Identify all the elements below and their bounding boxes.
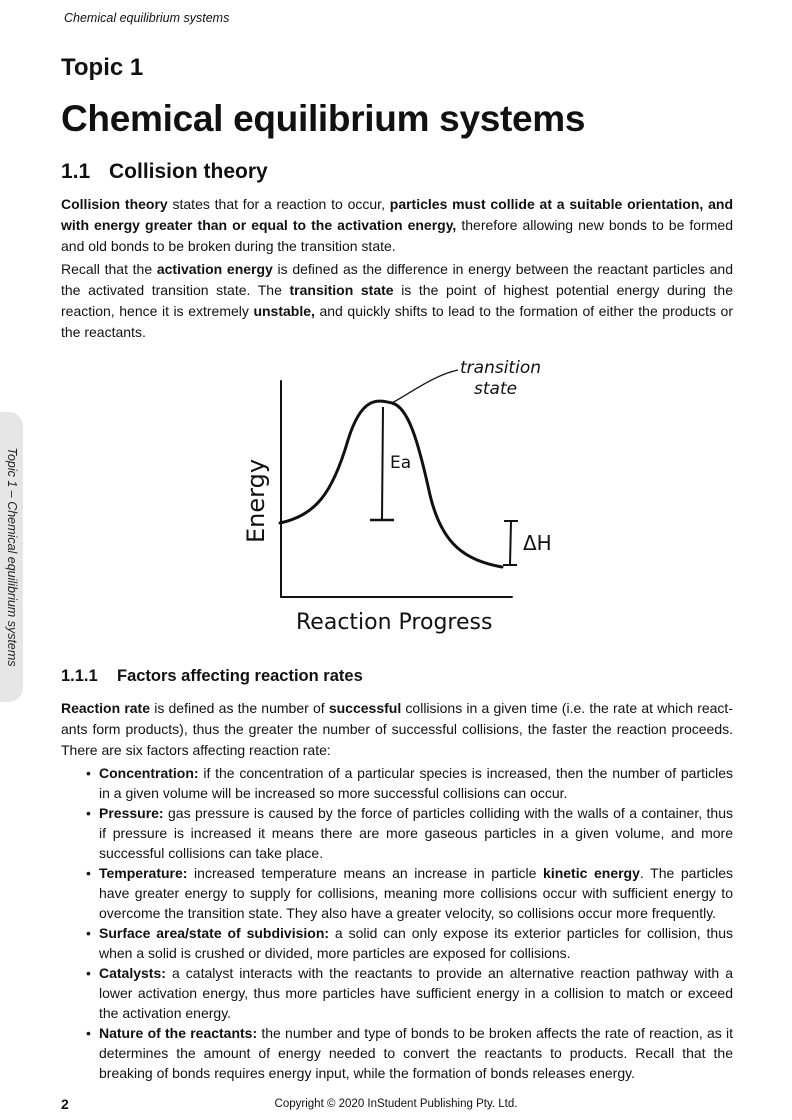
factor-term: Catalysts:	[99, 965, 166, 981]
list-item	[86, 963, 733, 1023]
ea-line	[382, 407, 383, 520]
term-successful: successful	[328, 700, 402, 716]
transition-label-line1: transition	[460, 358, 541, 378]
term-collision-requirement: particles must collide at a suitable orientation, and with energy greater than or equal to the activation energy,	[61, 196, 733, 233]
term-activation-energy: activation energy	[156, 261, 273, 277]
dh-label: ΔH	[523, 531, 552, 555]
page-number: 2	[61, 1096, 69, 1112]
factor-text: gas pressure is caused by the force of particles colliding with the walls of a container, thus if pressure is increased it means there are more gaseous particles in a given volume, and more successful collisions can take place.	[99, 805, 733, 861]
text-run: is defined as the number of	[150, 700, 329, 716]
paragraph-reaction-rate	[61, 698, 733, 761]
subsection-heading	[61, 667, 363, 686]
factors-list	[86, 763, 733, 1083]
subsection-number: 1.1.1	[61, 667, 98, 685]
text-run: is defined as the difference in energy between the reactant particles and the activated transition state. The	[61, 261, 733, 298]
factor-text: the number and type of bonds to be broken affects the rate of reaction, as it determines the amount of energy needed to convert the reactants to products. Recall that the breaking of bonds requires energy input, while the formation of bonds releases energy.	[99, 1025, 733, 1081]
section-title: Collision theory	[109, 160, 268, 183]
dh-bracket	[503, 521, 518, 565]
y-axis-label: Energy	[242, 458, 270, 543]
energy-curve	[280, 401, 502, 567]
text-run: is the point of highest potential energy during the reaction, hence it is extremely	[61, 282, 733, 319]
term-reaction-rate: Reaction rate	[61, 700, 151, 716]
paragraph-activation-energy	[61, 259, 733, 343]
list-item	[86, 863, 733, 923]
paragraph-collision-theory	[61, 194, 733, 257]
running-head: Chemical equilibrium systems	[64, 11, 230, 25]
factor-term: Pressure:	[99, 805, 164, 821]
list-item	[86, 803, 733, 863]
factor-term-kinetic-energy: kinetic energy	[543, 865, 640, 881]
text-run: and quickly shifts to lead to the formation of either the products or the reactants.	[61, 303, 733, 340]
term-unstable: unstable,	[253, 303, 315, 319]
list-item	[86, 763, 733, 803]
factor-text: a catalyst interacts with the reactants to provide an alternative reaction pathway with a lower activation energy, thus more particles have sufficient energy in a collision to match or exceed the activation energy.	[99, 965, 733, 1021]
term-transition-state: transition state	[289, 282, 394, 298]
side-tab	[0, 412, 23, 702]
section-heading	[61, 160, 268, 184]
factor-text: . The particles have greater energy to supply for collisions, meaning more collisions occur with sufficient energy to overcome the transition state. They also have a greater velocity, so collisions occur more frequently.	[99, 865, 734, 921]
factor-text: a solid can only expose its exterior particles for collision, thus when a solid is crushed or divided, more particles are exposed for collisions.	[99, 925, 733, 961]
transition-label-line2: state	[474, 379, 518, 399]
subsection-title: Factors affecting reaction rates	[117, 667, 363, 685]
copyright: Copyright © 2020 InStudent Publishing Pty. Ltd.	[274, 1098, 518, 1110]
text-run: therefore allowing new bonds to be formed and old bonds to be broken during the transition state.	[61, 217, 733, 254]
text-run: states that for a reaction to occur,	[167, 196, 390, 212]
list-item	[86, 1023, 733, 1083]
ea-label: Ea	[390, 453, 412, 473]
side-tab-label: Topic 1 – Chemical equilibrium systems	[4, 447, 19, 667]
topic-label: Topic 1	[61, 54, 144, 81]
page-title: Chemical equilibrium systems	[61, 98, 586, 139]
factor-term: Nature of the reactants:	[99, 1025, 258, 1041]
x-axis-label: Reaction Progress	[296, 610, 493, 635]
text-run: Recall that the	[61, 261, 157, 277]
factor-term: Temperature:	[99, 865, 188, 881]
section-number: 1.1	[61, 160, 91, 183]
transition-leader	[392, 370, 458, 403]
list-item	[86, 923, 733, 963]
factor-text: if the concentration of a particular species is increased, then the number of particles in a given volume will be increased so more successful collisions can occur.	[99, 765, 733, 801]
term-collision-theory: Collision theory	[61, 196, 168, 212]
factor-term: Surface area/state of subdivision:	[99, 925, 330, 941]
factor-term: Concentration:	[99, 765, 199, 781]
text-run: collisions in a given time (i.e. the rate at which react-ants form products), thus the greater the number of successful collisions, the faster the reaction proceeds. There are six factors affecting reaction rate:	[61, 700, 733, 758]
energy-profile-diagram	[220, 345, 600, 645]
factor-text: increased temperature means an increase in particle	[187, 865, 544, 881]
